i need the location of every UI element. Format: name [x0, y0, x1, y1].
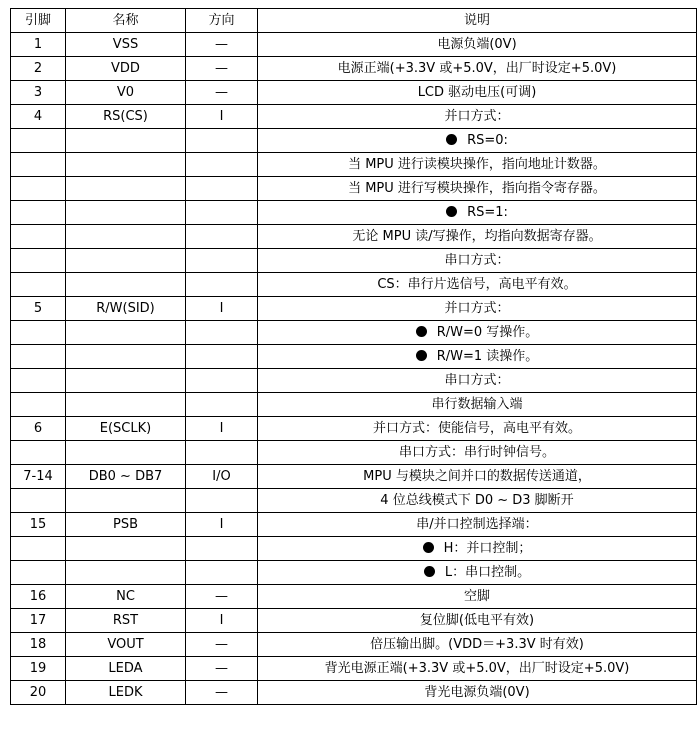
- description-text: MPU 与模块之间并口的数据传送通道，: [363, 469, 591, 484]
- cell-description: [258, 225, 697, 249]
- cell-pin: 15: [11, 513, 66, 537]
- cell-empty: [66, 201, 186, 225]
- bullet-icon: [446, 206, 457, 217]
- cell-name: RST: [66, 609, 186, 633]
- cell-empty: [11, 393, 66, 417]
- cell-empty: [66, 129, 186, 153]
- table-row: [11, 201, 697, 225]
- cell-empty: [66, 369, 186, 393]
- cell-empty: [186, 129, 258, 153]
- cell-empty: [186, 321, 258, 345]
- table-row: [11, 561, 697, 585]
- cell-empty: [186, 369, 258, 393]
- cell-description: [258, 273, 697, 297]
- cell-description: [258, 513, 697, 537]
- cell-name: RS(CS): [66, 105, 186, 129]
- cell-description: [258, 681, 697, 705]
- cell-pin: 20: [11, 681, 66, 705]
- cell-dir: I: [186, 105, 258, 129]
- cell-description: [258, 609, 697, 633]
- table-row: [11, 681, 697, 705]
- table-row: [11, 537, 697, 561]
- cell-empty: [11, 489, 66, 513]
- table-row: [11, 297, 697, 321]
- table-row: [11, 177, 697, 201]
- cell-empty: [186, 153, 258, 177]
- description-text: 无论 MPU 读/写操作，均指向数据寄存器。: [352, 229, 602, 244]
- cell-pin: 1: [11, 33, 66, 57]
- cell-empty: [186, 273, 258, 297]
- description-text: 4 位总线模式下 D0 ~ D3 脚断开: [380, 493, 574, 508]
- cell-pin: 17: [11, 609, 66, 633]
- cell-name: DB0 ~ DB7: [66, 465, 186, 489]
- cell-name: LEDK: [66, 681, 186, 705]
- cell-pin: 19: [11, 657, 66, 681]
- description-text: 串口方式：串行时钟信号。: [398, 445, 555, 460]
- cell-empty: [11, 273, 66, 297]
- cell-pin: 2: [11, 57, 66, 81]
- cell-name: VDD: [66, 57, 186, 81]
- cell-dir: —: [186, 81, 258, 105]
- table-row: [11, 57, 697, 81]
- cell-description: [258, 321, 697, 345]
- cell-description: [258, 153, 697, 177]
- table-row: [11, 393, 697, 417]
- cell-dir: —: [186, 33, 258, 57]
- cell-dir: —: [186, 585, 258, 609]
- cell-empty: [186, 345, 258, 369]
- description-text: 并口方式：使能信号，高电平有效。: [372, 421, 581, 436]
- cell-description: [258, 33, 697, 57]
- bullet-icon: [424, 566, 435, 577]
- cell-empty: [66, 489, 186, 513]
- header-pin: 引脚: [11, 9, 66, 33]
- description-text: 并口方式：: [444, 109, 510, 124]
- description-text: LCD 驱动电压(可调): [417, 85, 537, 100]
- table-row: [11, 129, 697, 153]
- table-row: [11, 489, 697, 513]
- cell-name: VOUT: [66, 633, 186, 657]
- cell-description: [258, 81, 697, 105]
- cell-pin: 5: [11, 297, 66, 321]
- cell-description: [258, 537, 697, 561]
- cell-empty: [186, 489, 258, 513]
- cell-description: [258, 465, 697, 489]
- cell-empty: [11, 369, 66, 393]
- cell-pin: 7-14: [11, 465, 66, 489]
- cell-name: VSS: [66, 33, 186, 57]
- description-text: 串口方式：: [444, 373, 510, 388]
- cell-empty: [186, 177, 258, 201]
- cell-name: LEDA: [66, 657, 186, 681]
- cell-dir: —: [186, 657, 258, 681]
- table-row: [11, 369, 697, 393]
- cell-empty: [11, 153, 66, 177]
- cell-empty: [11, 201, 66, 225]
- cell-pin: 6: [11, 417, 66, 441]
- cell-dir: —: [186, 681, 258, 705]
- description-text: H：并口控制；: [443, 541, 532, 556]
- cell-dir: I/O: [186, 465, 258, 489]
- cell-empty: [11, 321, 66, 345]
- table-row: [11, 417, 697, 441]
- description-text: 背光电源负端(0V): [424, 685, 530, 700]
- cell-description: [258, 129, 697, 153]
- cell-empty: [186, 393, 258, 417]
- header-description: 说明: [258, 9, 697, 33]
- cell-pin: 4: [11, 105, 66, 129]
- cell-empty: [66, 561, 186, 585]
- cell-description: [258, 105, 697, 129]
- description-text: 电源正端(+3.3V 或+5.0V，出厂时设定+5.0V): [337, 61, 617, 76]
- cell-empty: [11, 537, 66, 561]
- description-text: 串口方式：: [444, 253, 510, 268]
- description-text: 电源负端(0V): [437, 37, 517, 52]
- bullet-icon: [446, 134, 457, 145]
- cell-empty: [11, 225, 66, 249]
- cell-empty: [186, 537, 258, 561]
- cell-empty: [186, 225, 258, 249]
- cell-name: V0: [66, 81, 186, 105]
- cell-dir: I: [186, 513, 258, 537]
- cell-dir: I: [186, 297, 258, 321]
- table-row: [11, 585, 697, 609]
- cell-empty: [66, 177, 186, 201]
- cell-description: [258, 57, 697, 81]
- cell-empty: [66, 225, 186, 249]
- cell-dir: I: [186, 609, 258, 633]
- cell-description: [258, 345, 697, 369]
- description-text: 串行数据输入端: [431, 397, 523, 412]
- bullet-icon: [416, 326, 427, 337]
- cell-empty: [66, 273, 186, 297]
- cell-dir: I: [186, 417, 258, 441]
- description-text: R/W=0 写操作。: [436, 325, 539, 340]
- table-row: [11, 249, 697, 273]
- cell-empty: [186, 249, 258, 273]
- cell-description: [258, 633, 697, 657]
- cell-empty: [186, 561, 258, 585]
- cell-description: [258, 561, 697, 585]
- table-row: [11, 273, 697, 297]
- cell-pin: 18: [11, 633, 66, 657]
- table-row: [11, 465, 697, 489]
- cell-name: PSB: [66, 513, 186, 537]
- cell-empty: [186, 201, 258, 225]
- table-row: [11, 633, 697, 657]
- table-row: [11, 513, 697, 537]
- table-row: [11, 321, 697, 345]
- cell-name: E(SCLK): [66, 417, 186, 441]
- description-text: 当 MPU 进行读模块操作，指向地址计数器。: [348, 157, 606, 172]
- cell-description: [258, 657, 697, 681]
- cell-empty: [66, 321, 186, 345]
- pin-description-table: [10, 8, 697, 705]
- description-text: L：串口控制。: [444, 565, 531, 580]
- description-text: RS=0:: [467, 133, 508, 148]
- header-direction: 方向: [186, 9, 258, 33]
- table-row: [11, 105, 697, 129]
- cell-empty: [11, 441, 66, 465]
- description-text: CS：串行片选信号，高电平有效。: [377, 277, 577, 292]
- description-text: RS=1:: [467, 205, 508, 220]
- cell-empty: [66, 249, 186, 273]
- description-text: 背光电源正端(+3.3V 或+5.0V，出厂时设定+5.0V): [324, 661, 630, 676]
- cell-empty: [11, 129, 66, 153]
- cell-empty: [11, 249, 66, 273]
- cell-pin: 3: [11, 81, 66, 105]
- cell-description: [258, 393, 697, 417]
- cell-description: [258, 417, 697, 441]
- cell-empty: [66, 441, 186, 465]
- description-text: 复位脚(低电平有效): [419, 613, 535, 628]
- cell-empty: [66, 537, 186, 561]
- cell-description: [258, 297, 697, 321]
- cell-dir: —: [186, 633, 258, 657]
- cell-dir: —: [186, 57, 258, 81]
- bullet-icon: [423, 542, 434, 553]
- cell-empty: [11, 345, 66, 369]
- description-text: R/W=1 读操作。: [436, 349, 539, 364]
- description-text: 空脚: [463, 589, 490, 604]
- cell-empty: [186, 441, 258, 465]
- cell-description: [258, 201, 697, 225]
- cell-description: [258, 441, 697, 465]
- description-text: 当 MPU 进行写模块操作，指向指令寄存器。: [348, 181, 606, 196]
- table-row: [11, 441, 697, 465]
- table-row: [11, 657, 697, 681]
- table-row: [11, 345, 697, 369]
- cell-empty: [66, 153, 186, 177]
- header-name: 名称: [66, 9, 186, 33]
- cell-empty: [66, 345, 186, 369]
- table-row: [11, 609, 697, 633]
- description-text: 串/并口控制选择端：: [416, 517, 538, 532]
- cell-empty: [11, 177, 66, 201]
- table-row: [11, 225, 697, 249]
- header-row: [11, 9, 697, 33]
- cell-empty: [11, 561, 66, 585]
- cell-pin: 16: [11, 585, 66, 609]
- table-row: [11, 33, 697, 57]
- cell-description: [258, 489, 697, 513]
- bullet-icon: [416, 350, 427, 361]
- table-row: [11, 153, 697, 177]
- cell-name: R/W(SID): [66, 297, 186, 321]
- cell-name: NC: [66, 585, 186, 609]
- cell-description: [258, 177, 697, 201]
- table-body: [11, 33, 697, 705]
- description-text: 并口方式：: [444, 301, 510, 316]
- description-text: 倍压输出脚。(VDD＝+3.3V 时有效): [370, 637, 584, 652]
- table-row: [11, 81, 697, 105]
- cell-description: [258, 369, 697, 393]
- cell-description: [258, 249, 697, 273]
- cell-empty: [66, 393, 186, 417]
- cell-description: [258, 585, 697, 609]
